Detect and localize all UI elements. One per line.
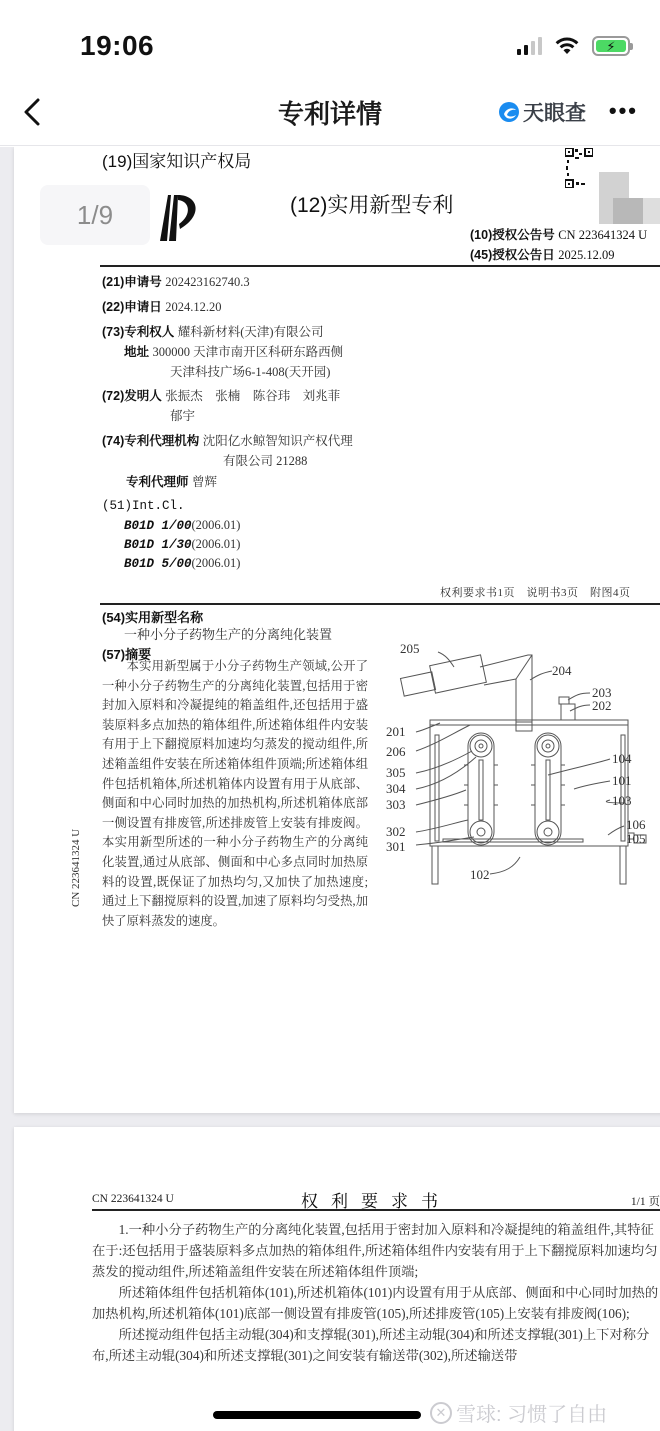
brand-name: 天眼查 bbox=[523, 102, 586, 125]
svg-text:205: 205 bbox=[400, 641, 420, 656]
svg-text:305: 305 bbox=[386, 765, 406, 780]
inventors-field: (72)发明人 张振杰 张楠 陈谷玮 刘兆菲 bbox=[102, 389, 341, 403]
tianyancha-logo-icon bbox=[498, 101, 520, 123]
back-button[interactable] bbox=[14, 92, 50, 132]
publication-date: (45)授权公告日 2025.12.09 bbox=[470, 248, 615, 262]
svg-text:105: 105 bbox=[626, 831, 646, 846]
agent-field: 专利代理师 曾辉 bbox=[126, 475, 218, 489]
svg-text:202: 202 bbox=[592, 698, 612, 713]
int-cl-item: B01D 1/00(2006.01) bbox=[124, 518, 241, 533]
int-cl-field: (51)Int.Cl. bbox=[102, 499, 185, 513]
svg-text:106: 106 bbox=[626, 817, 646, 832]
inventors-line2: 郁宇 bbox=[170, 409, 196, 423]
claim-paragraph: 所述搅动组件包括主动辊(304)和支撑辊(301),所述主动辊(304)和所述支撑辊(301)上下对称分布,所述主动辊(304)和所述支撑辊(301)之间安装有输送带(302),所述输送带 bbox=[92, 1327, 650, 1363]
page-indicator: 1/9 bbox=[40, 185, 150, 245]
wifi-icon bbox=[554, 36, 580, 56]
chevron-left-icon bbox=[23, 98, 41, 126]
redacted-region bbox=[613, 198, 643, 224]
claims-header bbox=[92, 1189, 660, 1211]
more-options-button[interactable] bbox=[609, 98, 638, 124]
document-viewer[interactable] bbox=[0, 147, 660, 1431]
int-cl-item: B01D 1/30(2006.01) bbox=[124, 537, 241, 552]
patent-drawing bbox=[380, 635, 660, 905]
document-page-1 bbox=[14, 147, 660, 1113]
svg-text:303: 303 bbox=[386, 797, 406, 812]
application-number-field: (21)申请号 202423162740.3 bbox=[102, 275, 250, 289]
svg-text:103: 103 bbox=[612, 793, 632, 808]
status-time: 19:06 bbox=[80, 30, 155, 61]
svg-text:304: 304 bbox=[386, 781, 406, 796]
svg-text:101: 101 bbox=[612, 773, 632, 788]
svg-text:302: 302 bbox=[386, 824, 406, 839]
utility-model-title-label: (54)实用新型名称 bbox=[102, 610, 204, 625]
patentee-field: (73)专利权人 耀科新材料(天津)有限公司 bbox=[102, 325, 324, 339]
claims-page-count: 1/1 页 bbox=[630, 1196, 660, 1208]
claims-doc-id: CN 223641324 U bbox=[92, 1193, 174, 1205]
svg-text:201: 201 bbox=[386, 724, 406, 739]
battery-charging-icon: ⚡ bbox=[592, 36, 630, 56]
utility-model-title: 一种小分子药物生产的分离纯化装置 bbox=[124, 627, 333, 642]
svg-text:203: 203 bbox=[592, 685, 612, 700]
document-page-2 bbox=[14, 1127, 660, 1431]
qr-code-icon bbox=[565, 148, 593, 188]
address-field: 地址 300000 天津市南开区科研东路西侧 bbox=[124, 345, 344, 359]
svg-text:301: 301 bbox=[386, 839, 406, 854]
watermark bbox=[430, 1398, 607, 1427]
pages-summary: 权利要求书1页 说明书3页 附图4页 bbox=[440, 587, 631, 599]
claims-title: 权利要求书 bbox=[301, 1192, 451, 1211]
svg-text:206: 206 bbox=[386, 744, 406, 759]
abstract-label: (57)摘要 bbox=[102, 647, 152, 662]
publication-number: (10)授权公告号 CN 223641324 U bbox=[470, 228, 648, 242]
status-bar bbox=[0, 0, 660, 80]
watermark-text: 雪球: 习惯了自由 bbox=[456, 1404, 608, 1426]
application-date-field: (22)申请日 2024.12.20 bbox=[102, 300, 222, 314]
patent-office: (19)国家知识产权局 bbox=[102, 152, 252, 171]
page-title: 专利详情 bbox=[277, 99, 382, 129]
cnipa-logo-icon bbox=[154, 191, 204, 243]
divider bbox=[100, 603, 660, 605]
agency-line2: 有限公司 21288 bbox=[223, 454, 308, 468]
int-cl-item: B01D 5/00(2006.01) bbox=[124, 556, 241, 571]
claims-text bbox=[92, 1219, 660, 1366]
claim-paragraph: 1.一种小分子药物生产的分离纯化装置,包括用于密封加入原料和冷凝提纯的箱盖组件,其特征在于:还包括用于盛装原料多点加热的箱体组件,所述箱体组件内安装有用于上下翻搅原料加速均匀蒸发的搅动组件,所述箱盖组件安装在所述箱体组件顶端; bbox=[92, 1222, 658, 1279]
home-indicator[interactable] bbox=[213, 1411, 421, 1419]
divider bbox=[100, 265, 660, 267]
svg-text:102: 102 bbox=[470, 867, 490, 882]
status-icons bbox=[517, 36, 630, 56]
redacted-region bbox=[643, 198, 660, 224]
agency-field: (74)专利代理机构 沈阳亿水鲸智知识产权代理 bbox=[102, 434, 353, 448]
tianyancha-brand[interactable] bbox=[498, 97, 586, 127]
abstract-text: 本实用新型属于小分子药物生产领域,公开了一种小分子药物生产的分离纯化装置,包括用于密封加入原料和冷凝提纯的箱盖组件,还包括用于盛装原料多点加热的箱体组件,所述箱体组件内安装有用于上下翻搅原料加速均匀蒸发的搅动组件,所述箱盖组件安装在所述箱体组件顶端;所述箱体组件包括机箱体,所述机箱体内设置有用于从底部、侧面和中心同时加热的加热机构,所述机箱体底部一侧设置有排废管,所述排废管上安装有排废阀。本实用新型所述的一种小分子药物生产的分离纯化装置,通过从底部、侧面和中心多点同时加热原料的设置,既保证了加热均匀,又加快了加热速度;通过上下翻搅原料的设置,加速了原料均匀受热,加快了原料蒸发的速度。 bbox=[102, 659, 368, 928]
ellipsis-icon: ••• bbox=[608, 98, 638, 123]
xueqiu-logo-icon: ✕ bbox=[430, 1402, 452, 1424]
patent-type: (12)实用新型专利 bbox=[290, 194, 454, 217]
claim-paragraph: 所述箱体组件包括机箱体(101),所述机箱体(101)内设置有用于从底部、侧面和中心同时加热的加热机构,所述机箱体(101)底部一侧设置有排废管(105),所述排废管(105)上安装有排废阀(106); bbox=[92, 1285, 659, 1321]
svg-text:204: 204 bbox=[552, 663, 572, 678]
nav-bar bbox=[0, 80, 660, 146]
address-line2: 天津科技广场6-1-408(天开园) bbox=[170, 365, 331, 379]
cellular-signal-icon bbox=[517, 37, 542, 55]
svg-text:104: 104 bbox=[612, 751, 632, 766]
vertical-publication-id: CN 223641324 U bbox=[70, 828, 82, 907]
